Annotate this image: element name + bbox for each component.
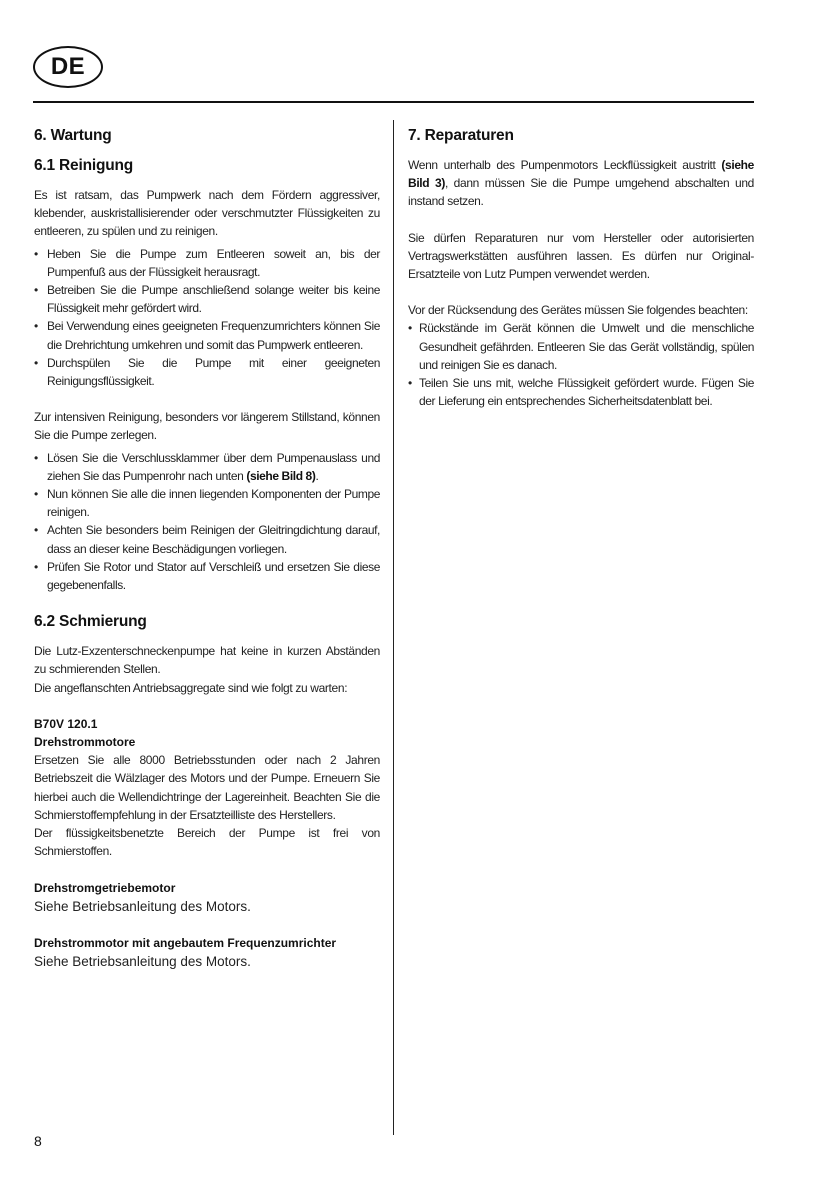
language-badge: DE bbox=[33, 46, 103, 88]
list-item: • Rückstände im Gerät können die Umwelt und die menschliche Gesundheit gefährden. Entleeren Sie das Gerät vollständig, spülen und reinigen Sie es danach. bbox=[408, 319, 754, 374]
getriebemotor-title: Drehstromgetriebemotor bbox=[34, 880, 176, 895]
list-item: • Teilen Sie uns mit, welche Flüssigkeit gefördert wurde. Fügen Sie der Lieferung ein entsprechendes Sicherheitsdatenblatt bei. bbox=[408, 374, 754, 410]
schmierung-p2: Die angeflanschten Antriebsaggregate sind wie folgt zu warten: bbox=[34, 680, 348, 695]
list-item: • Bei Verwendung eines geeigneten Frequenzumrichters können Sie die Drehrichtung umkehren und somit das Pumpwerk entleeren. bbox=[34, 317, 380, 353]
list-item-text: . bbox=[315, 468, 319, 483]
section-title-wartung: 6. Wartung bbox=[34, 127, 112, 144]
intensive-reinigung-text: Zur intensiven Reinigung, besonders vor längerem Stillstand, können Sie die Pumpe zerlegen. bbox=[34, 410, 380, 443]
getriebemotor-text: Siehe Betriebsanleitung des Motors. bbox=[34, 898, 251, 914]
list-item: • Achten Sie besonders beim Reinigen der Gleitringdichtung darauf, dass an dieser keine Beschädigungen vorliegen. bbox=[34, 521, 380, 557]
reparaturen-p2: Sie dürfen Reparaturen nur vom Hersteller oder autorisierten Vertragswerkstätten ausführen lassen. Es dürfen nur Original-Ersatzteile von Lutz Pumpen verwendet werden. bbox=[408, 230, 754, 282]
figure-reference: (siehe Bild 8) bbox=[246, 468, 316, 483]
section-title-schmierung: 6.2 Schmierung bbox=[34, 613, 147, 631]
frequenzumrichter-text: Siehe Betriebsanleitung des Motors. bbox=[34, 953, 251, 969]
drehstrommotore-title: Drehstrommotore bbox=[34, 735, 136, 750]
list-item: • Betreiben Sie die Pumpe anschließend solange weiter bis keine Flüssigkeit mehr gefördert wird. bbox=[34, 281, 380, 317]
list-item-text: Lösen Sie die Verschlussklammer über dem Pumpenauslass und ziehen Sie das Pumpenrohr nach unten bbox=[47, 450, 380, 483]
paragraph-text: , dann müssen Sie die Pumpe umgehend abschalten und instand setzen. bbox=[408, 176, 754, 209]
reparaturen-p3: Vor der Rücksendung des Gerätes müssen Sie folgendes beachten: bbox=[408, 303, 748, 318]
right-column bbox=[408, 126, 754, 410]
zerlegen-list bbox=[34, 449, 380, 595]
section-title-reinigung: 6.1 Reinigung bbox=[34, 157, 134, 174]
left-column bbox=[34, 126, 380, 971]
reinigung-list bbox=[34, 245, 380, 391]
reinigung-intro: Es ist ratsam, das Pumpwerk nach dem Fördern aggressiver, klebender, auskristallisierender oder verschmutzter Flüssigkeiten zu entleeren, zu spülen und zu reinigen. bbox=[34, 188, 380, 239]
reparaturen-p1 bbox=[408, 156, 754, 211]
list-item: • Durchspülen Sie die Pumpe mit einer geeigneten Reinigungsflüssigkeit. bbox=[34, 354, 380, 390]
figure-reference: (siehe Bild 3) bbox=[408, 158, 754, 191]
list-item: • Prüfen Sie Rotor und Stator auf Verschleiß und ersetzen Sie diese gegebenenfalls. bbox=[34, 558, 380, 594]
page-number: 8 bbox=[34, 1133, 42, 1149]
section-title-reparaturen: 7. Reparaturen bbox=[408, 127, 514, 144]
list-item bbox=[34, 449, 380, 485]
paragraph-text: Wenn unterhalb des Pumpenmotors Leckflüssigkeit austritt bbox=[408, 158, 722, 172]
schmierung-p1: Die Lutz-Exzenterschneckenpumpe hat keine in kurzen Abständen zu schmierenden Stellen. bbox=[34, 644, 380, 677]
drehstrommotore-text: Ersetzen Sie alle 8000 Betriebsstunden oder nach 2 Jahren Betriebszeit die Wälzlager des Motors und der Pumpe. Erneuern Sie hierbei auch die Wellendichtringe der Lagereinheit. Beachten Sie die Schmierstoffempfehlung in der Ersatzteilliste des Herstellers. bbox=[34, 753, 380, 822]
model-number: B70V 120.1 bbox=[34, 716, 98, 731]
ruecksendung-list bbox=[408, 319, 754, 410]
header-rule bbox=[33, 101, 754, 103]
frequenzumrichter-title: Drehstrommotor mit angebautem Frequenzumrichter bbox=[34, 935, 337, 950]
list-item: • Heben Sie die Pumpe zum Entleeren soweit an, bis der Pumpenfuß aus der Flüssigkeit herausragt. bbox=[34, 245, 380, 281]
drehstrommotore-note: Der flüssigkeitsbenetzte Bereich der Pumpe ist frei von Schmierstoffen. bbox=[34, 826, 380, 859]
list-item: • Nun können Sie alle die innen liegenden Komponenten der Pumpe reinigen. bbox=[34, 485, 380, 521]
column-divider bbox=[393, 120, 394, 1135]
